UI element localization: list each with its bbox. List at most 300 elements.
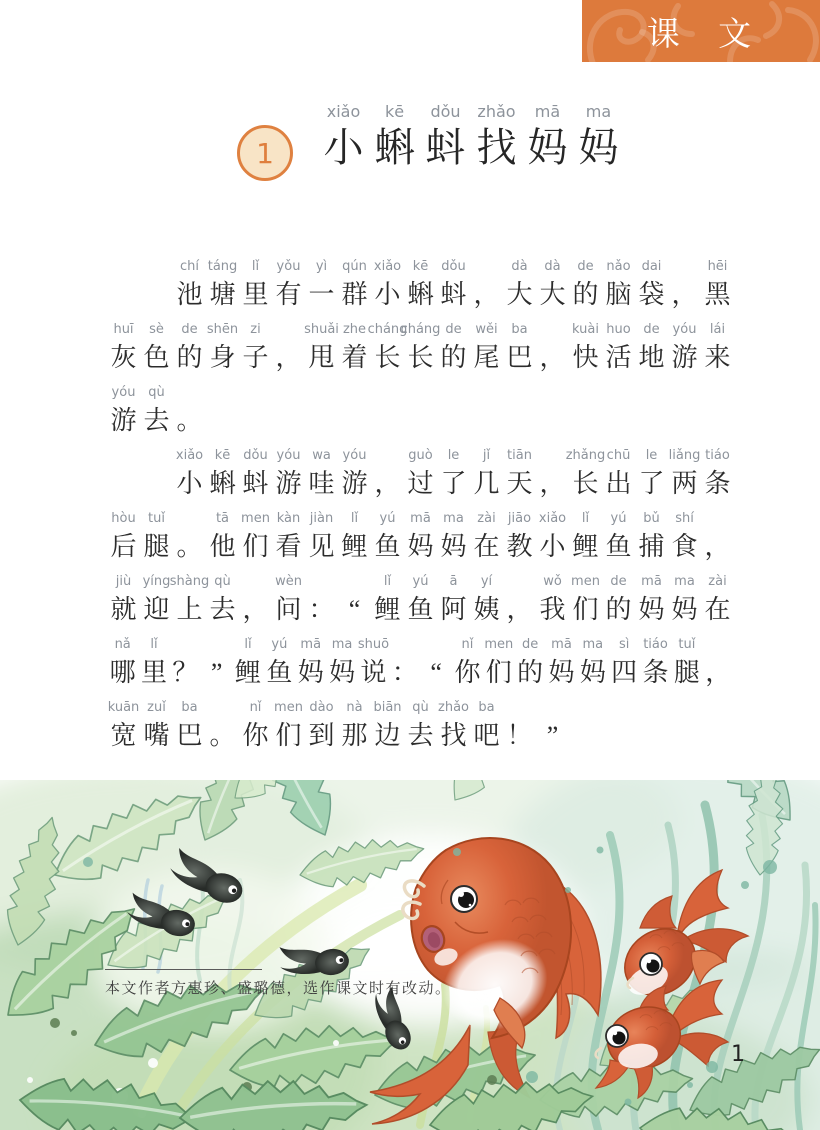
hanzi: 后 <box>110 532 137 561</box>
pinyin: dà <box>511 259 528 274</box>
pinyin: mā <box>300 637 322 652</box>
hanzi: ， <box>704 532 731 561</box>
char-cell <box>503 510 536 573</box>
char-cell <box>437 447 470 510</box>
char-cell <box>173 321 206 384</box>
text-line <box>107 573 734 636</box>
pinyin: lǐ <box>150 637 158 652</box>
char-cell <box>389 636 420 699</box>
hanzi: ！ <box>506 721 533 750</box>
hanzi: 们 <box>572 595 599 624</box>
char-cell <box>371 447 404 510</box>
pinyin: men <box>571 574 600 589</box>
pinyin: jiàn <box>309 511 334 526</box>
title-pinyin: zhǎo <box>477 102 516 121</box>
hanzi: 群 <box>341 280 368 309</box>
hanzi: 妈 <box>579 658 606 687</box>
pinyin: liǎng <box>668 448 701 463</box>
char-cell <box>305 573 338 636</box>
hanzi: 姨 <box>473 595 500 624</box>
text-line <box>107 510 734 573</box>
pinyin: men <box>241 511 270 526</box>
title-pinyin: mā <box>534 102 561 121</box>
char-cell <box>201 636 232 699</box>
text-line <box>107 321 734 384</box>
char-cell <box>232 636 263 699</box>
hanzi: 游 <box>671 343 698 372</box>
pinyin: zài <box>477 511 496 526</box>
pinyin: yú <box>610 511 627 526</box>
title-pinyin: kē <box>384 102 405 121</box>
char-cell <box>338 573 371 636</box>
pinyin: chū <box>606 448 631 463</box>
hanzi: 色 <box>143 343 170 372</box>
char-cell <box>173 699 206 762</box>
pinyin: zhǎng <box>565 448 606 463</box>
char-cell <box>264 636 295 699</box>
pinyin: huo <box>606 322 631 337</box>
char-cell <box>404 699 437 762</box>
pinyin: kē <box>214 448 231 463</box>
hanzi: 蝌 <box>407 280 434 309</box>
char-cell <box>701 510 734 573</box>
char-cell <box>470 510 503 573</box>
char-cell <box>272 447 305 510</box>
pinyin: táng <box>207 259 238 274</box>
hanzi: ， <box>242 595 269 624</box>
char-cell <box>470 321 503 384</box>
pinyin: ā <box>449 574 458 589</box>
pinyin: nǎ <box>114 637 131 652</box>
body-text <box>107 258 734 762</box>
hanzi: ， <box>374 469 401 498</box>
pinyin: qù <box>214 574 231 589</box>
hanzi: 巴 <box>176 721 203 750</box>
hanzi: 妈 <box>297 658 324 687</box>
title-cells <box>318 102 624 172</box>
char-cell <box>371 573 404 636</box>
hanzi: 上 <box>176 595 203 624</box>
char-cell <box>503 447 536 510</box>
char-cell <box>437 573 470 636</box>
hanzi: ， <box>506 595 533 624</box>
hanzi: 黑 <box>704 280 731 309</box>
char-cell <box>371 510 404 573</box>
title-pinyin: ma <box>585 102 612 121</box>
pinyin: de <box>522 637 539 652</box>
text-line <box>107 384 734 447</box>
pinyin: ma <box>443 511 464 526</box>
char-cell <box>536 573 569 636</box>
hanzi: 妈 <box>440 532 467 561</box>
title-cell <box>522 102 573 172</box>
pinyin: sì <box>618 637 630 652</box>
char-cell <box>206 510 239 573</box>
pinyin: guò <box>408 448 433 463</box>
hanzi: 腿 <box>673 658 700 687</box>
char-cell <box>503 699 536 762</box>
hanzi: 里 <box>141 658 168 687</box>
text-line <box>173 258 734 321</box>
char-cell <box>668 447 701 510</box>
pinyin: jiù <box>115 574 132 589</box>
pinyin: xiǎo <box>373 259 402 274</box>
pinyin: nà <box>346 700 363 715</box>
hanzi: 里 <box>242 280 269 309</box>
header-band <box>582 0 820 62</box>
pinyin: de <box>445 322 462 337</box>
hanzi: 腿 <box>143 532 170 561</box>
pinyin: nǐ <box>461 637 474 652</box>
pinyin: qún <box>342 259 367 274</box>
pinyin: de <box>610 574 627 589</box>
title-cell <box>573 102 624 172</box>
hanzi: 了 <box>440 469 467 498</box>
hanzi: ？ <box>172 658 199 687</box>
hanzi: 蝌 <box>209 469 236 498</box>
hanzi: 们 <box>485 658 512 687</box>
pinyin: hòu <box>111 511 136 526</box>
pinyin: tuǐ <box>678 637 696 652</box>
pinyin: chí <box>180 259 199 274</box>
char-cell <box>107 384 140 447</box>
pinyin: qù <box>148 385 165 400</box>
hanzi: 哪 <box>109 658 136 687</box>
hanzi: ” <box>210 658 223 687</box>
char-cell <box>404 447 437 510</box>
hanzi: 。 <box>176 532 203 561</box>
char-cell <box>206 447 239 510</box>
hanzi: 的 <box>517 658 544 687</box>
hanzi: 你 <box>242 721 269 750</box>
hanzi: 条 <box>642 658 669 687</box>
char-cell <box>239 573 272 636</box>
char-cell <box>272 573 305 636</box>
hanzi: 到 <box>308 721 335 750</box>
pinyin: zhe <box>342 322 367 337</box>
char-cell <box>536 699 569 762</box>
pinyin: wěi <box>475 322 498 337</box>
hanzi: 巴 <box>506 343 533 372</box>
pinyin: ma <box>674 574 695 589</box>
pinyin: zhǎo <box>438 700 469 715</box>
pinyin: dai <box>641 259 662 274</box>
pinyin: de <box>577 259 594 274</box>
text-line <box>107 636 734 699</box>
hanzi: 他 <box>209 532 236 561</box>
pinyin: le <box>447 448 460 463</box>
hanzi: 见 <box>308 532 335 561</box>
pinyin: dǒu <box>243 448 268 463</box>
char-cell <box>437 510 470 573</box>
pinyin: ma <box>582 637 604 652</box>
hanzi: 长 <box>407 343 434 372</box>
char-cell <box>367 321 408 384</box>
char-cell <box>169 573 210 636</box>
hanzi: 有 <box>275 280 302 309</box>
pinyin: yóu <box>342 448 367 463</box>
pinyin: cháng <box>400 322 441 337</box>
title-cell <box>369 102 420 172</box>
pinyin: dào <box>309 700 334 715</box>
char-cell <box>602 447 635 510</box>
pond-illustration <box>0 780 820 1130</box>
pinyin: wa <box>312 448 331 463</box>
char-cell <box>437 699 470 762</box>
hanzi: ， <box>275 343 302 372</box>
char-cell <box>239 510 272 573</box>
hanzi: ： <box>391 658 418 687</box>
char-cell <box>338 699 371 762</box>
char-cell <box>470 573 503 636</box>
char-cell <box>701 321 734 384</box>
pinyin: tā <box>215 511 230 526</box>
hanzi: ， <box>705 658 732 687</box>
hanzi: 妈 <box>638 595 665 624</box>
hanzi: 灰 <box>110 343 137 372</box>
hanzi: 长 <box>572 469 599 498</box>
hanzi: 条 <box>704 469 731 498</box>
char-cell <box>140 321 173 384</box>
pinyin: zi <box>250 322 261 337</box>
text-line <box>173 447 734 510</box>
pinyin: xiǎo <box>175 448 204 463</box>
pinyin: huī <box>113 322 134 337</box>
pinyin: shuǎi <box>304 322 339 337</box>
footnote-divider <box>105 969 262 970</box>
hanzi: ： <box>308 595 335 624</box>
hanzi: 小 <box>176 469 203 498</box>
pinyin: biān <box>373 700 402 715</box>
hanzi: 大 <box>506 280 533 309</box>
char-cell <box>609 636 640 699</box>
title-hanzi: 找 <box>476 125 517 170</box>
title-cell <box>471 102 522 172</box>
hanzi: 食 <box>671 532 698 561</box>
hanzi: 去 <box>143 406 170 435</box>
char-cell <box>602 510 635 573</box>
pinyin: tuǐ <box>148 511 165 526</box>
char-cell <box>107 321 140 384</box>
hanzi: 鱼 <box>266 658 293 687</box>
pinyin: shí <box>675 511 694 526</box>
hanzi: 迎 <box>143 595 170 624</box>
pinyin: tiáo <box>643 637 668 652</box>
char-cell <box>272 321 305 384</box>
hanzi: 来 <box>704 343 731 372</box>
title-hanzi: 妈 <box>527 125 568 170</box>
pinyin: xiǎo <box>538 511 567 526</box>
pinyin: lái <box>709 322 726 337</box>
char-cell <box>602 258 635 321</box>
char-cell <box>173 447 206 510</box>
hanzi: 游 <box>110 406 137 435</box>
hanzi: 妈 <box>548 658 575 687</box>
pinyin: jǐ <box>482 448 491 463</box>
char-cell <box>668 510 701 573</box>
char-cell <box>170 636 201 699</box>
char-cell <box>635 510 668 573</box>
char-cell <box>503 258 536 321</box>
hanzi: 游 <box>341 469 368 498</box>
pinyin: men <box>274 700 303 715</box>
char-cell <box>635 321 668 384</box>
char-cell <box>107 636 138 699</box>
hanzi: 袋 <box>638 280 665 309</box>
pinyin: shuō <box>357 637 390 652</box>
char-cell <box>239 447 272 510</box>
hanzi: 那 <box>341 721 368 750</box>
hanzi: 蚪 <box>440 280 467 309</box>
char-cell <box>404 573 437 636</box>
char-cell <box>239 321 272 384</box>
hanzi: 塘 <box>209 280 236 309</box>
lesson-number: 1 <box>256 136 274 170</box>
pinyin: ma <box>331 637 353 652</box>
hanzi: 吧 <box>473 721 500 750</box>
hanzi: ， <box>539 469 566 498</box>
footnote <box>105 969 452 998</box>
hanzi: ， <box>671 280 698 309</box>
pinyin: hēi <box>707 259 728 274</box>
hanzi: 池 <box>176 280 203 309</box>
char-cell <box>173 384 206 447</box>
pinyin: men <box>484 637 514 652</box>
pinyin: tiáo <box>705 448 730 463</box>
char-cell <box>470 699 503 762</box>
title-hanzi: 蝌 <box>374 125 415 170</box>
hanzi: 边 <box>374 721 401 750</box>
hanzi: 妈 <box>407 532 434 561</box>
pinyin: mā <box>551 637 572 652</box>
hanzi: 的 <box>176 343 203 372</box>
char-cell <box>173 258 206 321</box>
char-cell <box>569 510 602 573</box>
hanzi: 们 <box>242 532 269 561</box>
pinyin: lǐ <box>581 511 590 526</box>
char-cell <box>569 321 602 384</box>
hanzi: 嘴 <box>143 721 170 750</box>
pinyin: sè <box>149 322 164 337</box>
char-cell <box>272 699 305 762</box>
char-cell <box>140 510 173 573</box>
pinyin: kuān <box>107 700 140 715</box>
char-cell <box>239 258 272 321</box>
char-cell <box>635 573 668 636</box>
hanzi: 子 <box>242 343 269 372</box>
char-cell <box>206 573 239 636</box>
char-cell <box>295 636 326 699</box>
hanzi: “ <box>348 595 361 624</box>
char-cell <box>107 510 140 573</box>
pinyin: dà <box>544 259 561 274</box>
hanzi: 鲤 <box>374 595 401 624</box>
char-cell <box>358 636 389 699</box>
pinyin: wǒ <box>543 574 562 589</box>
hanzi: 地 <box>638 343 665 372</box>
hanzi: 去 <box>407 721 434 750</box>
char-cell <box>338 321 371 384</box>
char-cell <box>437 321 470 384</box>
char-cell <box>400 321 441 384</box>
title-hanzi: 妈 <box>578 125 619 170</box>
hanzi: 问 <box>275 595 302 624</box>
hanzi: 尾 <box>473 343 500 372</box>
hanzi: 长 <box>374 343 401 372</box>
char-cell <box>107 573 140 636</box>
hanzi: 妈 <box>329 658 356 687</box>
char-cell <box>371 699 404 762</box>
pinyin: yǒu <box>276 259 301 274</box>
pinyin: ba <box>478 700 495 715</box>
char-cell <box>668 258 701 321</box>
hanzi: 大 <box>539 280 566 309</box>
char-cell <box>635 447 668 510</box>
hanzi: 的 <box>440 343 467 372</box>
char-cell <box>305 321 338 384</box>
char-cell <box>305 258 338 321</box>
pinyin: lǐ <box>383 574 392 589</box>
char-cell <box>701 447 734 510</box>
header-label: 课 文 <box>646 16 756 53</box>
char-cell <box>305 447 338 510</box>
hanzi: 找 <box>440 721 467 750</box>
char-cell <box>536 321 569 384</box>
char-cell <box>577 636 608 699</box>
hanzi: 了 <box>638 469 665 498</box>
pinyin: yíng <box>142 574 171 589</box>
hanzi: 阿 <box>440 595 467 624</box>
char-cell <box>338 447 371 510</box>
char-cell <box>569 573 602 636</box>
char-cell <box>272 510 305 573</box>
char-cell <box>668 573 701 636</box>
pinyin: shēn <box>206 322 239 337</box>
hanzi: 你 <box>454 658 481 687</box>
char-cell <box>701 258 734 321</box>
pinyin: tiān <box>507 448 532 463</box>
pinyin: qù <box>412 700 429 715</box>
hanzi: 哇 <box>308 469 335 498</box>
char-cell <box>536 510 569 573</box>
pinyin: zài <box>708 574 727 589</box>
hanzi: 宽 <box>110 721 137 750</box>
hanzi: 几 <box>473 469 500 498</box>
hanzi: 蚪 <box>242 469 269 498</box>
pinyin: jiāo <box>507 511 532 526</box>
char-cell <box>602 573 635 636</box>
hanzi: 一 <box>308 280 335 309</box>
pinyin: le <box>645 448 658 463</box>
char-cell <box>239 699 272 762</box>
pinyin: cháng <box>367 322 408 337</box>
char-cell <box>140 699 173 762</box>
hanzi: 说 <box>360 658 387 687</box>
hanzi: 活 <box>605 343 632 372</box>
char-cell <box>536 258 569 321</box>
pinyin: yú <box>412 574 429 589</box>
hanzi: 。 <box>176 406 203 435</box>
char-cell <box>107 699 140 762</box>
char-cell <box>140 573 173 636</box>
char-cell <box>503 321 536 384</box>
hanzi: 小 <box>374 280 401 309</box>
char-cell <box>452 636 483 699</box>
text-line <box>107 699 734 762</box>
pinyin: dǒu <box>441 259 466 274</box>
char-cell <box>305 510 338 573</box>
hanzi: 脑 <box>605 280 632 309</box>
